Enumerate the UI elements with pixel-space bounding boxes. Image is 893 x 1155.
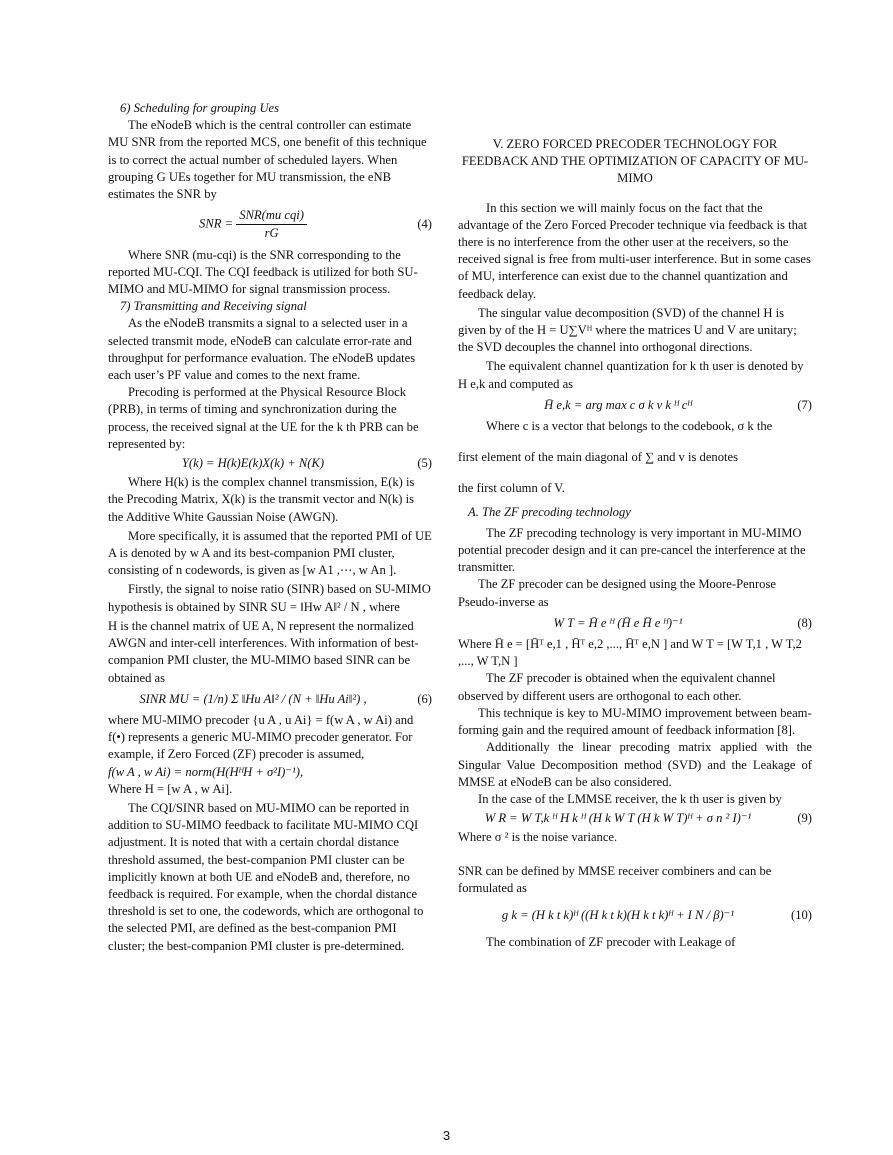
- equation-lhs: SNR =: [199, 216, 234, 231]
- equation-7: [458, 397, 812, 414]
- equation-5: [108, 455, 432, 472]
- paragraph: This technique is key to MU-MIMO improvement between beam-forming gain and the required amount of feedback information [8].: [458, 705, 812, 738]
- paragraph: Pseudo-inverse as: [458, 594, 549, 609]
- paragraph: Where σ ² is the noise variance.: [458, 830, 618, 845]
- paragraph: The CQI/SINR based on MU-MIMO can be reported in addition to SU-MIMO feedback to facilitate MU-MIMO CQI adjustment. It is noted that with a certain chordal distance threshold assumed, the best-companion PMI cluster can be implicitly known at both UE and eNodeB and, therefore, no feedback is required. For example, when the chordal distance threshold is set to one, the codewords, which are orthogonal to the selected PMI, are defined as the best-companion PMI cluster; the best-companion PMI cluster is pre-determined.: [108, 800, 424, 953]
- equation-denominator: rG: [264, 226, 279, 241]
- equation-number: (4): [417, 217, 432, 232]
- paragraph: Where H̄ e = [H̄ᵀ e,1 , H̄ᵀ e,2 ,..., H̄ᵀ e,N ] and W T = [W T,1 , W T,2 ,..., W T,N ]: [458, 637, 802, 669]
- equation-body: Y(k) = H(k)E(k)X(k) + N(K): [181, 456, 325, 471]
- paragraph: The ZF precoder can be designed using the Moore-Penrose: [478, 577, 776, 592]
- equation-number: (5): [417, 456, 432, 471]
- precoder-block: [108, 712, 432, 798]
- paragraph: Where H(k) is the complex channel transmission, E(k) is the Precoding Matrix, X(k) is the transmit vector and N(k) is the Additive White Gaussian Noise (AWGN).: [108, 475, 415, 524]
- paragraph: In the case of the LMMSE receiver, the k th user is given by: [478, 791, 782, 806]
- equation-where: Where H = [w A , w Ai].: [108, 781, 233, 796]
- paragraph: In this section we will mainly focus on the fact that the advantage of the Zero Forced Precoder technique via feedback is that there is no interference from the other user at the receivers, so the received signal is free from multi-user interference. But in some cases of MU, interference can exist due to the channel quantization and feedback delay.: [458, 200, 811, 301]
- equation-number: (8): [797, 615, 812, 630]
- section-heading: V. ZERO FORCED PRECODER TECHNOLOGY FOR FEEDBACK AND THE OPTIMIZATION OF CAPACITY OF MU-MIMO: [461, 137, 809, 186]
- equation-body: W R = W T,k ᴴ H k ᴴ (H k W T (H k W T)ᴴ + σ n ² I)⁻¹: [484, 811, 752, 826]
- equation-body: g k = (H k t k)ᴴ ((H k t k)(H k t k)ᴴ + I N / β)⁻¹: [501, 907, 735, 922]
- paragraph: Where c is a vector that belongs to the codebook, σ k the: [486, 419, 773, 434]
- paragraph: Precoding is performed at the Physical Resource Block (PRB), in terms of timing and synchronization during the process, the received signal at the UE for the k th PRB can be represented by:: [108, 385, 419, 451]
- paragraph: The equivalent channel quantization for k th user is denoted by H e,k and computed as: [458, 359, 804, 391]
- equation-number: (10): [791, 907, 812, 922]
- left-column: [108, 100, 432, 955]
- paragraph: H is the channel matrix of UE A, N represent the normalized AWGN and inter-cell interferences. With information of best-companion PMI cluster, the MU-MIMO based SINR can be obtained as: [108, 618, 419, 685]
- equation-zf: f(w A , w Ai) = norm(H(HᴴH + σ²I)⁻¹),: [108, 764, 304, 779]
- paragraph: first element of the main diagonal of ∑ and v is denotes: [458, 450, 739, 465]
- subsection-heading: 6) Scheduling for grouping Ues: [120, 101, 280, 115]
- paragraph: Where SNR (mu-cqi) is the SNR corresponding to the reported MU-CQI. The CQI feedback is utilized for both SU-MIMO and MU-MIMO for signal transmission process.: [108, 247, 418, 297]
- paragraph: The singular value decomposition (SVD) of the channel H is given by of the H = U∑Vᴴ where the matrices U and V are unitary; the SVD decouples the channel into orthogonal directions.: [458, 305, 797, 355]
- subsection-heading: A. The ZF precoding technology: [468, 504, 631, 519]
- equation-9: [458, 810, 812, 827]
- paragraph: The eNodeB which is the central controller can estimate MU SNR from the reported MCS, one benefit of this technique is to correct the actual number of scheduled layers. When grouping G UEs together for MU transmission, the eNB estimates the SNR by: [108, 118, 427, 202]
- paragraph: where MU-MIMO precoder {u A , u Ai} = f(w A , w Ai) and: [108, 712, 414, 727]
- page-number: 3: [442, 1128, 451, 1143]
- paragraph: As the eNodeB transmits a signal to a selected user in a selected transmit mode, eNodeB can calculate error-rate and throughput for performance evaluation. The eNodeB updates each user’s PF value and comes to the next frame.: [108, 316, 416, 383]
- paragraph: Additionally the linear precoding matrix applied with the Singular Value Decomposition method (SVD) and the Leakage of MMSE at eNodeB can be also considered.: [458, 740, 812, 789]
- paragraph: The ZF precoder is obtained when the equivalent channel observed by different users are orthogonal to each other.: [458, 671, 776, 703]
- paragraph: SNR can be defined by MMSE receiver combiners and can be formulated as: [458, 863, 772, 895]
- equation-number: (7): [797, 397, 812, 412]
- right-column: [458, 100, 812, 951]
- equation-8: [458, 615, 812, 632]
- equation-body: H̄ e,k = arg max c σ k v k ᴴ cᴴ: [544, 397, 692, 412]
- equation-body: SINR MU = (1/n) Σ ‖Hu A‖² / (N + ‖Hu Ai‖²) ,: [139, 691, 367, 706]
- paragraph: f(•) represents a generic MU-MIMO precoder generator. For example, if Zero Forced (ZF) precoder is assumed,: [108, 730, 413, 762]
- equation-4: [108, 207, 432, 242]
- equation-10: [458, 907, 812, 924]
- equation-numerator: SNR(mu cqi): [236, 207, 307, 225]
- equation-6: [108, 691, 432, 708]
- equation-body: W T = H̄ e ᴴ (H̄ e H̄ e ᴴ)⁻¹: [553, 615, 683, 630]
- paragraph: the first column of V.: [458, 481, 565, 496]
- equation-number: (9): [797, 811, 812, 826]
- equation-number: (6): [417, 691, 432, 706]
- paragraph: The ZF precoding technology is very important in MU-MIMO potential precoder design and it can pre-cancel the interference at the transmitter.: [458, 525, 806, 575]
- paragraph: The combination of ZF precoder with Leakage of: [486, 935, 736, 950]
- paragraph: Firstly, the signal to noise ratio (SINR) based on SU-MIMO hypothesis is obtained by SINR SU = ‖Hw A‖² / N , where: [108, 582, 431, 614]
- subsection-heading: 7) Transmitting and Receiving signal: [120, 299, 307, 314]
- paragraph: More specifically, it is assumed that the reported PMI of UE A is denoted by w A and its best-companion PMI cluster, consisting of n codewords, is given as [w A1 ,⋯, w An ].: [108, 528, 432, 578]
